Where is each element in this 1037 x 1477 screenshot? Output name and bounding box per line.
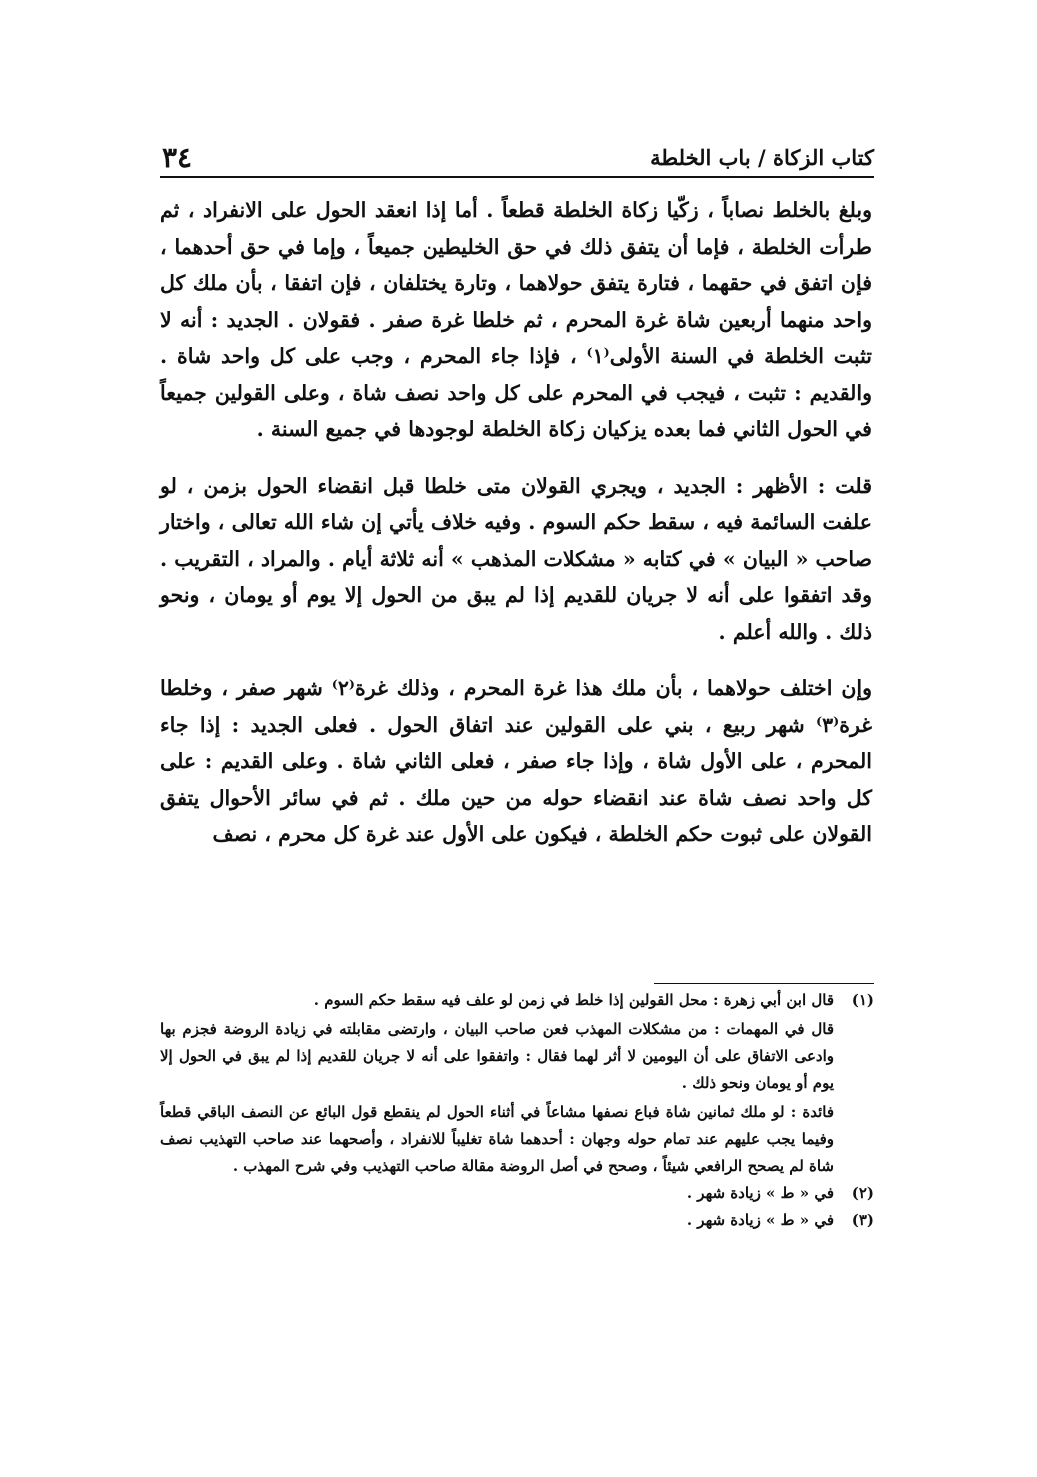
- footnote-1: [160, 987, 874, 1180]
- paragraph: وبلغ بالخلط نصاباً ، زكّيا زكاة الخلطة قطعاً . أما إذا انعقد الحول على الانفراد ، ثم طرأت الخلطة ، فإما أن يتفق ذلك في حق الخليطين جميعاً ، وإما في حق أحدهما ، فإن اتفق في حقهما ، فتارة يتفق حولاهما ، وتارة يختلفان ، فإن اتفقا ، بأن ملك كل واحد منهما أربعين شاة غرة المحرم ، ثم خلطا غرة صفر . فقولان . الجديد : أنه لا تثبت الخلطة في السنة الأولى⁽١⁾ ، فإذا جاء المحرم ، وجب على كل واحد شاة . والقديم : تثبت ، فيجب في المحرم على كل واحد نصف شاة ، وعلى القولين جميعاً في الحول الثاني فما بعده يزكيان زكاة الخلطة لوجودها في جميع السنة .: [160, 198, 872, 441]
- footnote-text: قال في المهمات : من مشكلات المهذب فعن صاحب البيان ، وارتضى مقابلته في زيادة الروضة فجزم بها وادعى الاتفاق على أن اليومين لا أثر لهما فقال : واتفقوا على أنه لا جريان للقديم إذا لم يبق في الحول إلا يوم أو يومان ونحو ذلك .: [160, 1020, 834, 1092]
- footnote-number: (٢): [851, 1184, 874, 1202]
- footnotes: [160, 987, 874, 1234]
- footnote-text: في « ط » زيادة شهر .: [686, 1211, 834, 1229]
- footnote-divider: [654, 983, 874, 984]
- page-header: [162, 138, 874, 176]
- running-title: كتاب الزكاة / باب الخلطة: [650, 144, 874, 170]
- main-text: [160, 192, 872, 873]
- footnote-text: فائدة : لو ملك ثمانين شاة فباع نصفها مشاعاً في أثناء الحول لم ينقطع قول البائع عن النصف الباقي قطعاً وفيما يجب عليهم عند تمام حوله وجهان : أحدهما شاة تغليباً للانفراد ، وأصحهما عند صاحب التهذيب نصف شاة لم يصحح الرافعي شيئاً ، وصحح في أصل الروضة مقالة صاحب التهذيب وفي شرح المهذب .: [160, 1103, 834, 1175]
- paragraph: وإن اختلف حولاهما ، بأن ملك هذا غرة المحرم ، وذلك غرة⁽٢⁾ شهر صفر ، وخلطا غرة⁽٣⁾ شهر ربيع ، بني على القولين عند اتفاق الحول . فعلى الجديد : إذا جاء المحرم ، على الأول شاة ، وإذا جاء صفر ، فعلى الثاني شاة . وعلى القديم : على كل واحد نصف شاة عند انقضاء حوله من حين ملك . ثم في سائر الأحوال يتفق القولان على ثبوت حكم الخلطة ، فيكون على الأول عند غرة كل محرم ، نصف: [160, 676, 872, 846]
- footnote-2: [160, 1180, 874, 1207]
- footnote-text: في « ط » زيادة شهر .: [686, 1184, 834, 1202]
- page-number: ٣٤: [162, 140, 193, 174]
- header-divider: [160, 176, 874, 178]
- footnote-text: قال ابن أبي زهرة : محل القولين إذا خلط في زمن لو علف فيه سقط حكم السوم .: [313, 991, 834, 1009]
- footnote-number: (٣): [851, 1211, 874, 1229]
- footnote-number: (١): [851, 991, 874, 1009]
- paragraph: قلت : الأظهر : الجديد ، ويجري القولان متى خلطا قبل انقضاء الحول بزمن ، لو علفت السائمة فيه ، سقط حكم السوم . وفيه خلاف يأتي إن شاء الله تعالى ، واختار صاحب « البيان » في كتابه « مشكلات المذهب » أنه ثلاثة أيام . والمراد ، التقريب . وقد اتفقوا على أنه لا جريان للقديم إذا لم يبق من الحول إلا يوم أو يومان ، ونحو ذلك . والله أعلم .: [160, 473, 872, 644]
- footnote-3: [160, 1207, 874, 1234]
